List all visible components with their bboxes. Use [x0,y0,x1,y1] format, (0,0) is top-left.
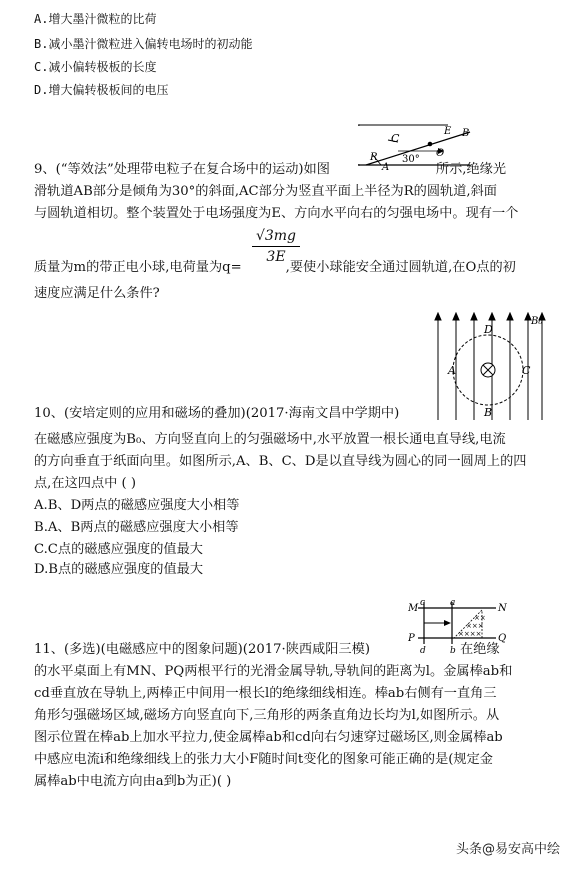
q11-line-4: 角形匀强磁场区域,磁场方向竖直向下,三角形的两条直角边长均为l,如图所示。从 [34,708,500,723]
q10-option-d: D.B点的磁感应强度的值最大 [34,562,204,577]
watermark-text: 头条@易安高中绘 [455,842,560,857]
prev-option-b: B.减小墨汁微粒进入偏转电场时的初动能 [34,37,253,51]
q11-fig-label-n: N [498,603,507,614]
q10-magnetic-figure [430,312,550,422]
svg-text:×××: ××× [466,622,484,630]
q9-line-1a: 9、(“等效法”处理带电粒子在复合场中的运动)如图 [34,162,330,177]
q9-fig-label-r: R [370,152,378,163]
q9-frac-numerator: √3mg [252,228,300,247]
svg-text:××: ×× [474,614,486,622]
q10-option-a: A.B、D两点的磁感应强度大小相等 [34,498,240,513]
q10-fig-label-d: D [484,323,493,336]
q10-title: 10、(安培定则的应用和磁场的叠加)(2017·海南文昌中学期中) [34,406,400,421]
q9-fig-angle: 30° [402,154,420,165]
q11-line-1b: 在绝缘 [459,642,500,657]
q9-line-4b: ,要使小球能安全通过圆轨道,在O点的初 [285,260,516,275]
q9-fig-label-c: C [391,132,400,145]
q9-line-1 [34,160,506,180]
q11-line-3: cd垂直放在导轨上,两棒正中间用一根长l的绝缘细线相连。棒ab右侧有一直角三 [34,686,497,701]
q10-fig-label-a: A [448,364,456,377]
q10-line-3: 点,在这四点中 ( ) [34,476,136,491]
q10-fig-label-b: B [484,406,493,419]
q11-fig-label-a: a [450,598,456,608]
q11-line-1 [34,640,500,660]
q11-fig-label-b: b [450,646,456,654]
q11-line-5: 图示位置在棒ab上加水平拉力,使金属棒ab和cd向右匀速穿过磁场区,则金属棒ab [34,730,503,745]
q9-line-1b: 所示,绝缘光 [435,162,507,177]
q9-line-4 [34,258,516,278]
q9-fig-label-b: B [462,128,470,139]
q9-line-3: 与圆轨道相切。整个装置处于电场强度为E、方向水平向右的匀强电场中。现有一个 [34,206,519,221]
q11-line-2: 的水平桌面上有MN、PQ两根平行的光滑金属导轨,导轨间的距离为l。金属棒ab和 [34,664,513,679]
q9-line-4a: 质量为m的带正电小球,电荷量为q= [34,260,242,275]
q10-line-1: 在磁感应强度为B₀、方向竖直向上的匀强磁场中,水平放置一根长通电直导线,电流 [34,432,506,447]
q10-option-b: B.A、B两点的磁感应强度大小相等 [34,520,239,535]
q10-line-2: 的方向垂直于纸面向里。如图所示,A、B、C、D是以直导线为圆心的同一圆周上的四 [34,454,527,469]
q10-fig-label-b0: B₀ [531,316,543,327]
q11-fig-label-c: c [420,598,426,608]
q9-line-5: 速度应满足什么条件? [34,286,160,301]
q11-line-7: 属棒ab中电流方向由a到b为正)( ) [34,774,232,789]
q9-frac-denominator: 3E [266,249,286,265]
prev-option-a: A.增大墨汁微粒的比荷 [34,12,157,26]
q9-fig-label-a: A [382,162,390,170]
q11-fig-label-q: Q [498,633,507,644]
q9-fig-label-e: E [444,126,452,137]
q10-option-c: C.C点的磁感应强度的值最大 [34,542,203,557]
q9-fig-label-o: O [436,148,445,159]
prev-option-c: C.减小偏转极板的长度 [34,60,157,74]
prev-option-d: D.增大偏转极板间的电压 [34,83,169,97]
q9-line-2: 滑轨道AB部分是倾角为30°的斜面,AC部分为竖直平面上半径为R的圆轨道,斜面 [34,184,497,199]
svg-text:××××: ×××× [458,630,482,638]
q11-fig-label-p: P [408,633,415,644]
q11-line-1a: 11、(多选)(电磁感应中的图象问题)(2017·陕西咸阳三模) [34,642,370,657]
q11-line-6: 中感应电流i和绝缘细线上的张力大小F随时间t变化的图象可能正确的是(规定金 [34,752,493,767]
q10-fig-label-c: C [522,364,531,377]
q11-fig-label-m: M [408,603,419,614]
q11-fig-label-d: d [420,646,426,654]
